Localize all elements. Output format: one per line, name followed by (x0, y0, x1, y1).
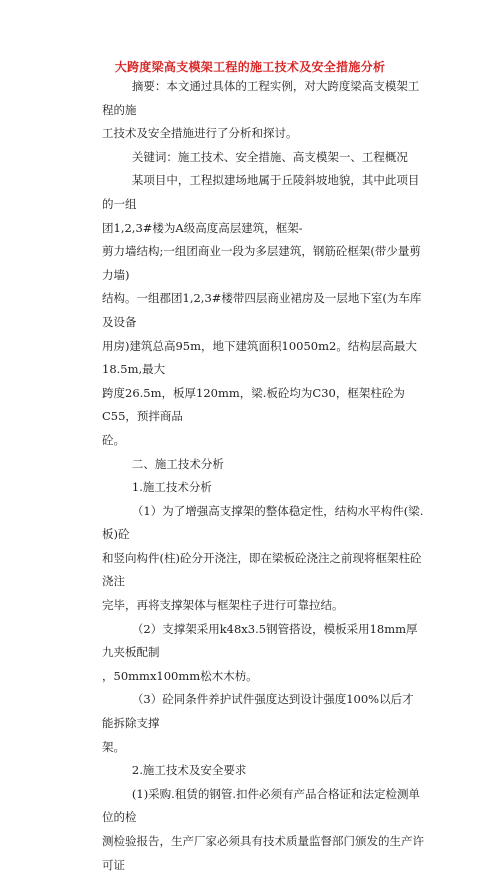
item-line: （2）支撑架采用k48x3.5钢管搭设，模板采用18mm厚九夹板配制 (102, 621, 418, 660)
overview-line: 结构。一组郡团1,2,3#楼带四层商业裙房及一层地下室(为车库及设备 (102, 291, 422, 329)
overview-line: 某项目中，工程拟建场地属于丘陵斜坡地貌，其中此项目的一组 (102, 173, 420, 211)
subsection-heading: 1.施工技术分析 (131, 480, 212, 495)
item-line: （1）为了增强高支撑架的整体稳定性，结构水平构件(梁.板)砼 (102, 503, 424, 542)
overview-line: 砼。 (102, 432, 125, 447)
overview-line: 跨度26.5m，板厚120mm，梁.板砼均为C30，框架柱砼为C55，预拌商品 (102, 385, 405, 424)
abstract-line: 摘要：本文通过具体的工程实例，对大跨度梁高支模架工程的施 (102, 79, 420, 117)
subsection-heading: 2.施工技术及安全要求 (131, 763, 247, 778)
overview-line: 剪力墙结构;一组团商业一段为多层建筑，钢筋砼框架(带少量剪力墙) (102, 244, 421, 282)
item-line: 完毕，再将支撑架体与框架柱子进行可靠拉结。 (102, 598, 344, 613)
section-heading: 二、施工技术分析 (131, 456, 224, 471)
overview-line: 用房)建筑总高95m，地下建筑面积10050m2。结构层高最大18.5m,最大 (102, 338, 417, 377)
document-title: 大跨度梁高支模架工程的施工技术及安全措施分析 (114, 60, 386, 74)
item-line: 和竖向构件(柱)砼分开浇注，即在梁板砼浇注之前现将框架柱砼浇注 (102, 550, 422, 589)
requirement-line: 测检验报告，生产厂家必须具有技术质量监督部门颁发的生产许可证 (102, 834, 424, 872)
requirement-line: (1)采购.租赁的钢管.扣件必须有产品合格证和法定检测单位的检 (102, 786, 420, 825)
overview-line: 团1,2,3#楼为A级高度高层建筑，框架- (102, 220, 303, 235)
document-body (102, 75, 424, 877)
item-line: 架。 (102, 739, 125, 754)
item-line: （3）砼同条件养护试件强度达到设计强度100%以后才能拆除支撑 (102, 692, 414, 731)
item-line: ，50mmx100mm松木木枋。 (102, 668, 258, 683)
keywords-line: 关键词：施工技术、安全措施、高支模架一、工程概况 (131, 149, 408, 164)
abstract-line: 工技术及安全措施进行了分析和探讨。 (102, 126, 298, 141)
